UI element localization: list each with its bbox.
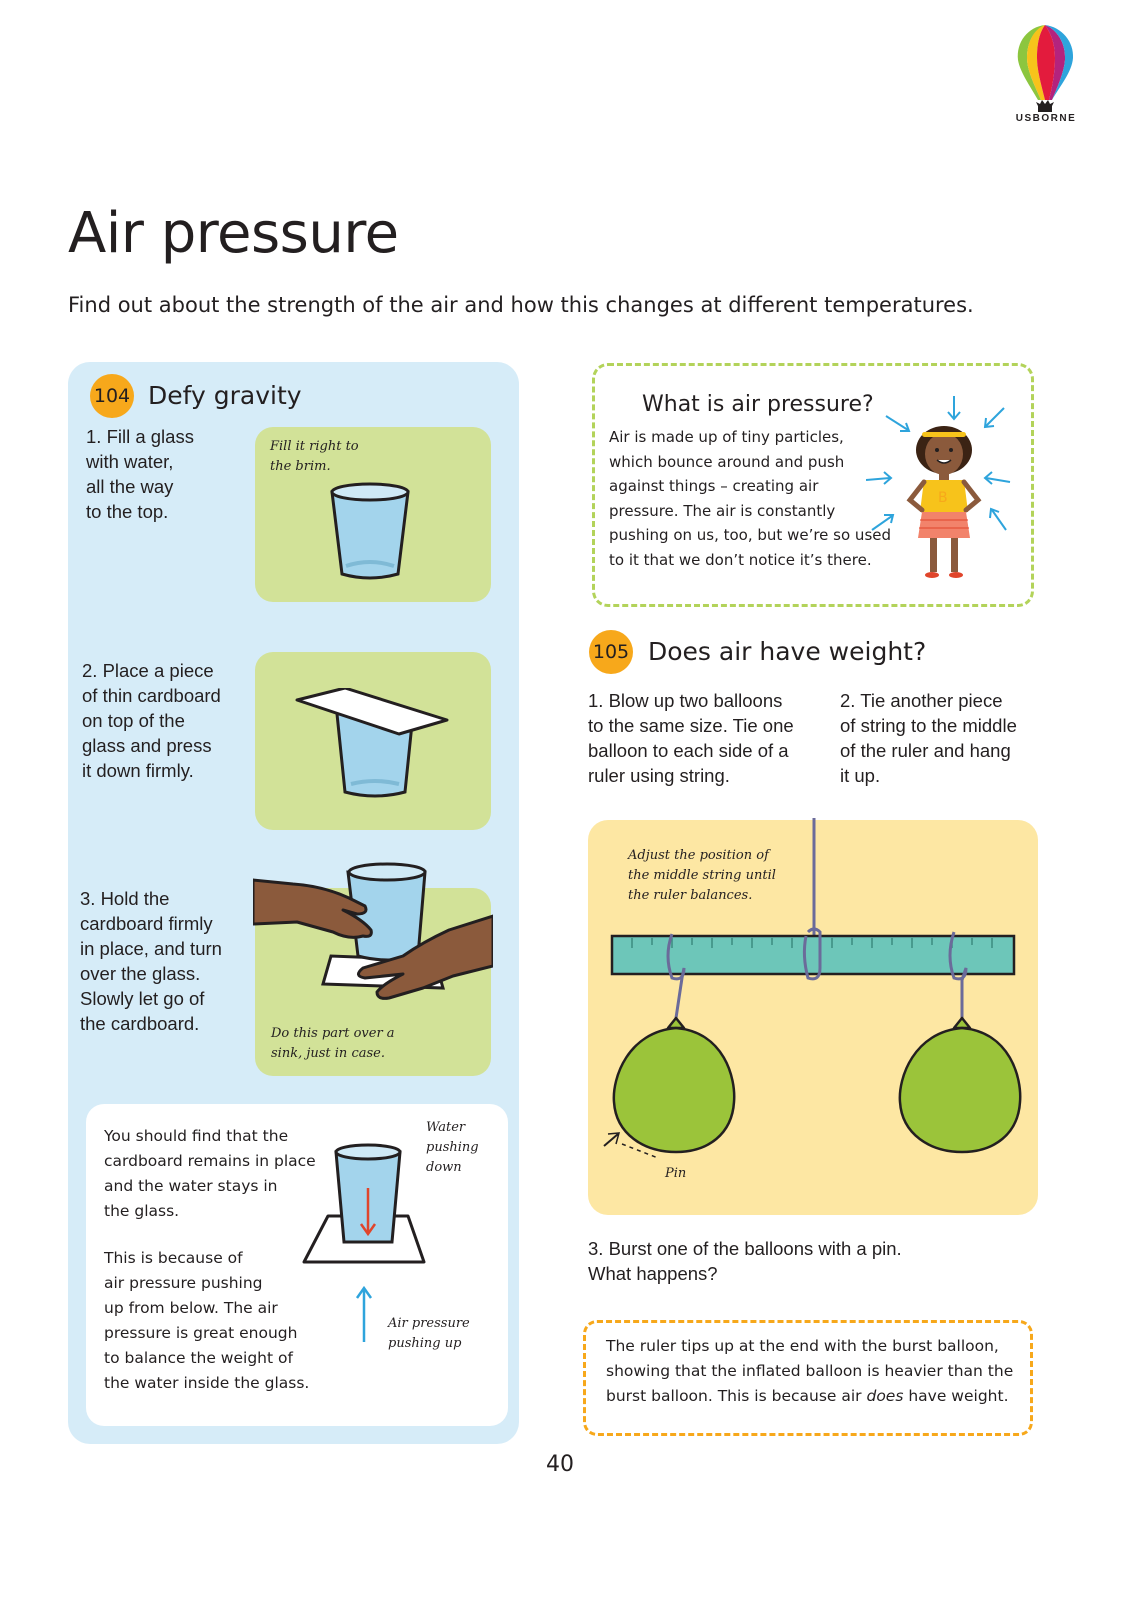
info-box-text: Air is made up of tiny particles, which bounce around and push against things – creating air pressure. The air is constantly pushing on us, too, but we’re so used to it that we don’t notice it’s there. bbox=[609, 428, 892, 569]
inverted-glass-diagram bbox=[300, 1138, 430, 1264]
step-3-text: 3. Burst one of the balloons with a pin. What happens? bbox=[588, 1238, 902, 1284]
shirt-letter: B bbox=[938, 490, 948, 506]
step-1-text: 1. Blow up two balloons to the same size. Tie one balloon to each side of a ruler using string. bbox=[588, 690, 794, 786]
air-pressure-label: Air pressure pushing up bbox=[388, 1316, 470, 1351]
page-title: Air pressure bbox=[68, 201, 399, 266]
girl-illustration bbox=[866, 392, 1026, 592]
answer-text: The ruler tips up at the end with the burst balloon, showing that the inflated balloon is heavier than the burst balloon. This is because air does have weight. bbox=[606, 1337, 1014, 1405]
sink-note: Do this part over a sink, just in case. bbox=[271, 1026, 395, 1061]
hands-turning-glass-illustration bbox=[253, 860, 493, 1010]
water-pushing-label: Water pushing down bbox=[426, 1120, 479, 1175]
explanation-paragraph: This is because of air pressure pushing up from below. The air pressure is great enough to balance the weight of the water inside the glass. bbox=[104, 1249, 310, 1392]
info-box-title: What is air pressure? bbox=[642, 392, 874, 417]
fill-note: Fill it right to the brim. bbox=[270, 439, 359, 474]
result-paragraph: You should find that the cardboard remains in place and the water stays in the glass. bbox=[104, 1127, 316, 1220]
page-subtitle: Find out about the strength of the air and how this changes at different temperatures. bbox=[68, 293, 974, 317]
balance-note: Adjust the position of the middle string until the ruler balances. bbox=[628, 848, 776, 903]
balloon-ruler-illustration bbox=[588, 818, 1038, 1215]
page-number: 40 bbox=[546, 1452, 574, 1477]
step-2-text: 2. Place a piece of thin cardboard on top of the glass and press it down firmly. bbox=[82, 660, 221, 781]
step-2-text: 2. Tie another piece of string to the middle of the ruler and hang it up. bbox=[840, 690, 1017, 786]
brand-name: USBORNE bbox=[1015, 113, 1077, 124]
full-glass-illustration bbox=[320, 478, 420, 588]
up-arrow-icon bbox=[354, 1284, 374, 1344]
pin-label: Pin bbox=[665, 1166, 687, 1181]
experiment-number-badge: 104 bbox=[90, 374, 134, 418]
step-3-text: 3. Hold the cardboard firmly in place, and turn over the glass. Slowly let go of the cardboard. bbox=[80, 888, 222, 1034]
section-title: Defy gravity bbox=[148, 381, 302, 410]
glass-with-cardboard-illustration bbox=[295, 688, 455, 808]
step-1-text: 1. Fill a glass with water, all the way to the top. bbox=[86, 426, 194, 522]
experiment-number-badge: 105 bbox=[589, 630, 633, 674]
section-title: Does air have weight? bbox=[648, 637, 927, 666]
